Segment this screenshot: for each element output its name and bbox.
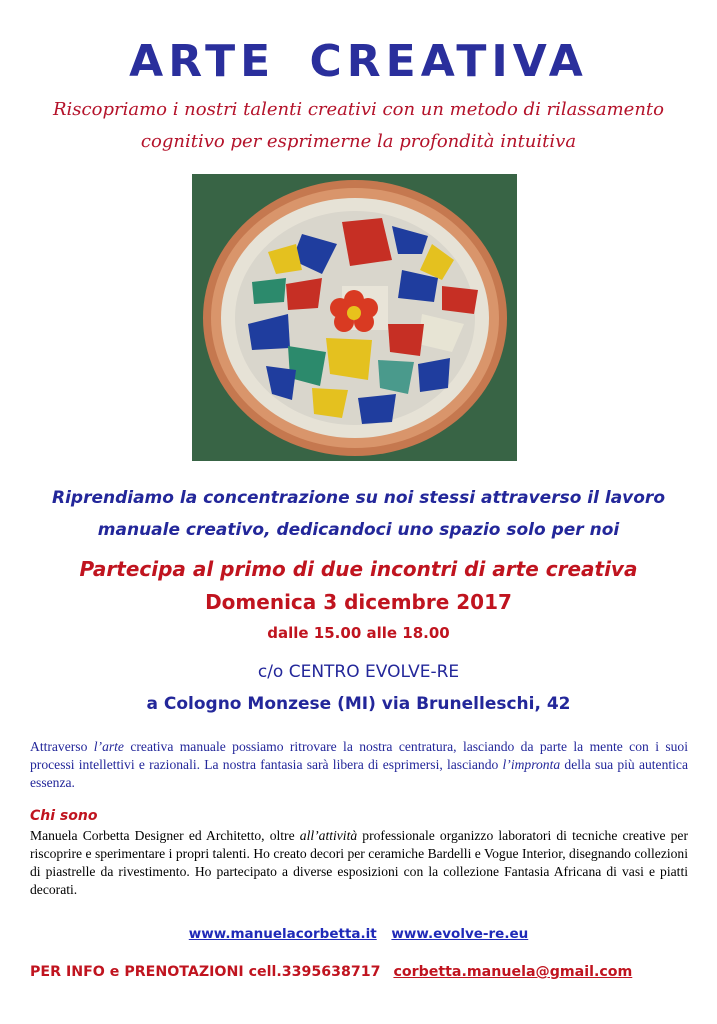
- link-manuelacorbetta[interactable]: www.manuelacorbetta.it: [188, 926, 377, 942]
- location-address: a Cologno Monzese (MI) via Brunelleschi, 42: [146, 694, 571, 714]
- intro-line-1: Riprendiamo la concentrazione su noi stessi attraverso il lavoro: [51, 488, 665, 508]
- about-heading: Chi sono: [30, 808, 98, 824]
- intro-line-2: manuale creativo, dedicandoci uno spazio solo per noi: [97, 520, 620, 540]
- link-evolve-re[interactable]: www.evolve-re.eu: [391, 926, 529, 942]
- subtitle-line-2: cognitivo per esprimerne la profondità intuitiva: [140, 131, 577, 152]
- event-time: dalle 15.00 alle 18.00: [267, 624, 450, 642]
- event-headline: Partecipa al primo di due incontri di arte creativa: [79, 557, 638, 581]
- description-text-3: della sua più autentica essenza.: [30, 757, 688, 790]
- contact-phone: cell.3395638717: [248, 964, 381, 980]
- location-venue: c/o CENTRO EVOLVE-RE: [257, 662, 460, 682]
- about-emphasis: all’attività: [299, 828, 358, 843]
- about-text-1: Manuela Corbetta Designer ed Architetto, oltre: [30, 828, 300, 843]
- contact-footer: [30, 964, 690, 980]
- contact-label: PER INFO e PRENOTAZIONI: [30, 964, 244, 980]
- mosaic-plate-photo: [192, 174, 517, 461]
- mosaic-plate-image: [192, 174, 517, 461]
- about-paragraph: [30, 827, 688, 899]
- description-emphasis-impronta: l’impronta: [502, 757, 561, 772]
- description-emphasis-arte: l’arte: [93, 739, 124, 754]
- contact-email-link[interactable]: corbetta.manuela@gmail.com: [393, 964, 633, 980]
- subtitle-line-1: Riscopriamo i nostri talenti creativi con un metodo di rilassamento: [52, 99, 664, 120]
- description-text-2: creativa manuale possiamo ritrovare la nostra centratura, lasciando da parte la mente con i suoi processi intellettivi e razionali. La nostra fantasia sarà libera di esprimersi, lasciando: [30, 739, 689, 772]
- page-title: ARTE CREATIVA: [129, 36, 588, 87]
- description-paragraph: [30, 738, 688, 792]
- description-text-1: Attraverso: [30, 739, 94, 754]
- event-date: Domenica 3 dicembre 2017: [205, 590, 512, 614]
- website-links: [0, 926, 717, 942]
- about-text-2: professionale organizzo laboratori di tecniche creative per riscoprire e sperimentare i propri talenti. Ho creato decori per ceramiche Bardelli e Vogue Interior, disegnando collezioni di piastrelle da rivestimento. Ho partecipato a diverse esposizioni con la collezione Fantasia Africana di vasi e piatti decorati.: [30, 828, 688, 897]
